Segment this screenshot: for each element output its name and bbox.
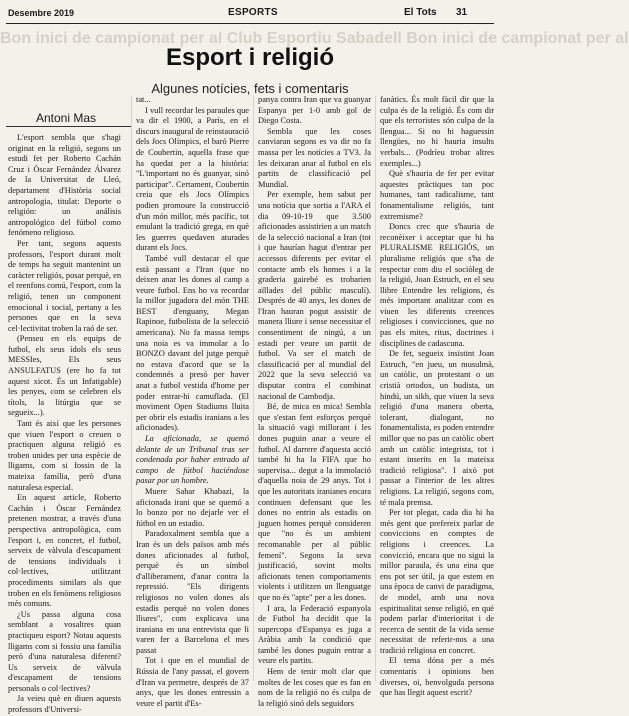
page-number: 31 <box>456 7 468 18</box>
magazine-name: El Tots <box>404 7 437 18</box>
text-column-3 <box>258 95 372 708</box>
paragraph: Per tant, segons aquests professors, l'esport durant molt de temps ha seguit mantenint un caràcter religiós, posar perquè, en el reenfons comú, l'esport, com la religió, tenen un component emocional i social, pertany a les persones que en la seva cel·lectivitat troben la raó de ser. <box>8 238 122 333</box>
paragraph: Tant és així que les persones que viuen l'esport o creuen o practiquen alguna religió es troben unides per una espècie de lligams, com si fossin de la mateixa família, però d'una naturalesa especial. <box>8 419 121 492</box>
text-column-2 <box>136 95 249 708</box>
paragraph-quote: La aficionada, se quemó delante de un Tribunal tras ser condenada por haber entrado al campo de fútbol haciéndose pasar por un hombre. <box>136 434 249 486</box>
column-divider <box>253 96 254 681</box>
paragraph: Per exemple, hem sabut per una notícia que sortia a l'ARA el dia 09-10-19 que 3.500 aficionades assistirien a un match de la selecció nacional a Iran (tot i que haurían hagut d'entrar per accessos diferents per evitar el contacte amb els homes i a la graderia gairebé es trobarien aïllades del públic masculí). Després de 40 anys, les dones de l'Iran hauran pogut assistir de manera lliure i sense necessitar el consentiment de ningú, a un estadi per veure un partit de futbol. Va ser el match de classificació per al mundial del 2022 que la seva selecció va disputar contra el combinat nacional de Cambodja. <box>258 190 371 401</box>
text-column-4 <box>380 95 494 698</box>
text-column-1 <box>8 133 122 715</box>
paragraph: (Penseu en els equips de futbol, els seus ídols els seus MESSIes, Els seus ANSULFATUS (ere ho fa tot aquest xicot. És un Infatigable) les penyes, com se celebren els títols, la litúrgia que se segueix...). <box>8 334 121 418</box>
paragraph: Bé, de mica en mica! Sembla que s'estan fent esforços perquè la situació vagi millorant i les dones puguin anar a veure el futbol. Al darrere d'aquesta acció també hi ha la FIFA que ho supervisa... degut a la immolació d'aquella noia de 29 anys. Tot i que les autoritats iranianes encara continuen defensant que les dones no entrin als estadis on juguen homes perquè consideren que "no és un ambient recomanable per al públic femení". Segons la seva justificació, sovint molts aficionats tenen comportaments violents i utilitzen un llenguatge que no és "apte" per a les dones. <box>258 402 372 602</box>
paragraph: tat... <box>136 95 151 104</box>
page-header <box>0 0 500 26</box>
paragraph: Doncs crec que s'hauria de reconèixer i acceptar que hi ha PLURALISME RELIGIÓS, un pluralisme religiós que s'ha de respectar com diu el sociòleg de la religió, Joan Estruch, en el seu llibre Entendre les religions, és més important analitzar com es viuen les diferents creences religioses i convicciones, que no pas els mites, ritus, doctrines i disciplines de cadascuna. <box>380 222 494 348</box>
paragraph: panya contra Iran que va guanyar Espanya per 1-0 amb gol de Diego Costa. <box>258 95 371 126</box>
show-through-text: Bon inici de campionat per al Club Esportiu Sabadell Bon inici de campionat per al <box>0 30 629 47</box>
paragraph: Paradoxalment sembla que a Iran és un dels països amb més dones aficionades al futbol, perquè és un símbol d'alliberament, d'anar contra la repressió. "Els dirigents religiosos no volen dones als estadis perquè no volen dones lliures", com explicava una iraniana en una entrevista que li varen fer a Barcelona el mes passat <box>136 529 249 655</box>
paragraph: L'esport sembla que s'hagi originat en la religió, segons un estudi fet per Roberto Cachán Cruz i Òscar Fernández Álvarez de la Universitat de Lleó, departament d'Història social antropologia, titulat: Deporte o religión: un análisis antropológico del fútbol como fenómeno religioso. <box>8 133 121 238</box>
issue-date: Desembre 2019 <box>8 8 75 18</box>
paragraph: Muere Sahar Khabazi, la aficionada irani que se quemó a lo bonzo por no dejarle ver el fútbol en un estadio. <box>136 486 249 528</box>
column-divider <box>375 96 376 681</box>
paragraph: Tot i que en el mundial de Rússia de l'any passat, el govern d'Iran va permetre, després de 37 anys, que les dones entressin a veure el partit d'Es- <box>136 656 249 708</box>
section-name: ESPORTS <box>228 7 278 18</box>
paragraph: ¿Us passa alguna cosa semblant a vosaltres quan practiqueu esport? Notau aquests lligams com si fossiu una família però d'una naturalesa diferent? Us serveix de vàlvula d'escapament de tensions personals o col·lectives? <box>8 609 121 693</box>
paragraph: Per tot plegat, cada dia hi ha més gent que prefereix parlar de conviccions en comptes de religions i creences. La convicció, encara que no sigui la millor paraula, és una eina que ens pot ser útil, ja que estem en una època de canvi de paradigma, de model, amb una nova espiritualitat sense religió, en què podem parlar d'interioritat i de recerca de sentit de la vida sense necessitat de referir-nos a una tradició religiosa en concret. <box>380 508 494 655</box>
article-author: Antoni Mas <box>36 111 97 125</box>
paragraph: Sembla que les coses canviaran segons es va dir no fa massa per les notícies a TV3. Ja les deixaran anar al futbol en els partits de classificació pel Mundial. <box>258 126 371 189</box>
paragraph: I vull recordar les paraules que va dir el 1900, a París, en el discurs inaugural de reinstauració dels Jocs Olímpics, el baró Pierre de Coubertin, aquella frase que ha quedat per a la història: "L'important no és guanyar, sinó participar". Certament, Coubertin creia que els Jocs Olímpics podien promoure la construcció d'un món millor, més pacífic, tot emulant la tradició grega, en què les guerres quedaven aturades durant els Jocs. <box>136 105 249 253</box>
paragraph: De fet, segueix insistint Joan Estruch, "en jueu, un musulmà, un catòlic, un protestant o un cristià ortodox, un budista, un hindú, un sikh, que viuen la seva religió d'una manera oberta, tolerant, dialogant, no fonamentalista, es poden entendre millor que no pas un catòlic obert amb un catòlic integrista, tot i estant inserits en la mateixa tradició religiosa". I això pot passar a l'interior de les altres religions. La religió, segons com, té mala premsa. <box>380 349 494 507</box>
article-subtitle: Algunes notícies, fets i comentaris <box>151 81 349 96</box>
paragraph: Què s'hauria de fer per evitar aquestes pràctiques tan poc humanes, tant radicalisme, tant fonamentalisme religiós, tant extremisme? <box>380 169 494 221</box>
paragraph: També vull destacar el que està passant a l'Iran (que no deixen anar les dones al camp a veure futbol. Ens ho va recordar la millor jugadora del món THE BEST d'enguany, Megan Rapinoe, futbolista de la selecció americana). No fa massa temps una noia es va immolar a lo BONZO davant del jutge perquè no estava d'acord que se la condemnés a presó per haver anat a futbol vestida d'home per poder entrar-hi camuflada. (El moviment Open Stadiums lluita per obrir els estadis iranians a les aficionades). <box>136 253 249 433</box>
paragraph: I ara, la Federació espanyola de Futbol ha decidit que la supercopa d'Espanya es juga a Aràbia amb la condició que també les dones puguin entrar a veure els partits. <box>258 603 371 666</box>
paragraph: fanàtics. És molt fàcil dir que la culpa és de la religió. És com dir que els terroristes són culpa de la llengua... Si no hi haguessin llengües, no hi hauria insults verbals... (Podríeu trobar altres exemples...) <box>380 95 494 168</box>
paragraph: Ja veieu què en diuen aquests professors d'Universi- <box>8 694 121 715</box>
header-rule <box>6 23 494 24</box>
column-divider <box>131 96 132 681</box>
paragraph: En aquest article, Roberto Cachán i Òscar Fernández pretenen mostrar, a través d'una perspectiva antropològica, com l'esport i, en concret, el futbol, serveix de vàlvula d'escapament de tensions individuals i col·lectives, utilitzant procediments similars als que troben en els fenòmens religiosos més comuns. <box>8 493 121 609</box>
article-title: Esport i religió <box>165 44 335 71</box>
author-rule <box>6 126 132 127</box>
paragraph: El tema dóna per a més comentaris i opinions ben diverses, oi, benvolguda persona que has llegit aquest escrit? <box>380 656 494 698</box>
paragraph: Hem de tenir molt clar que moltes de les coses que es fan en nom de la religió no és culpa de la religió sinó dels seguidors <box>258 667 371 708</box>
